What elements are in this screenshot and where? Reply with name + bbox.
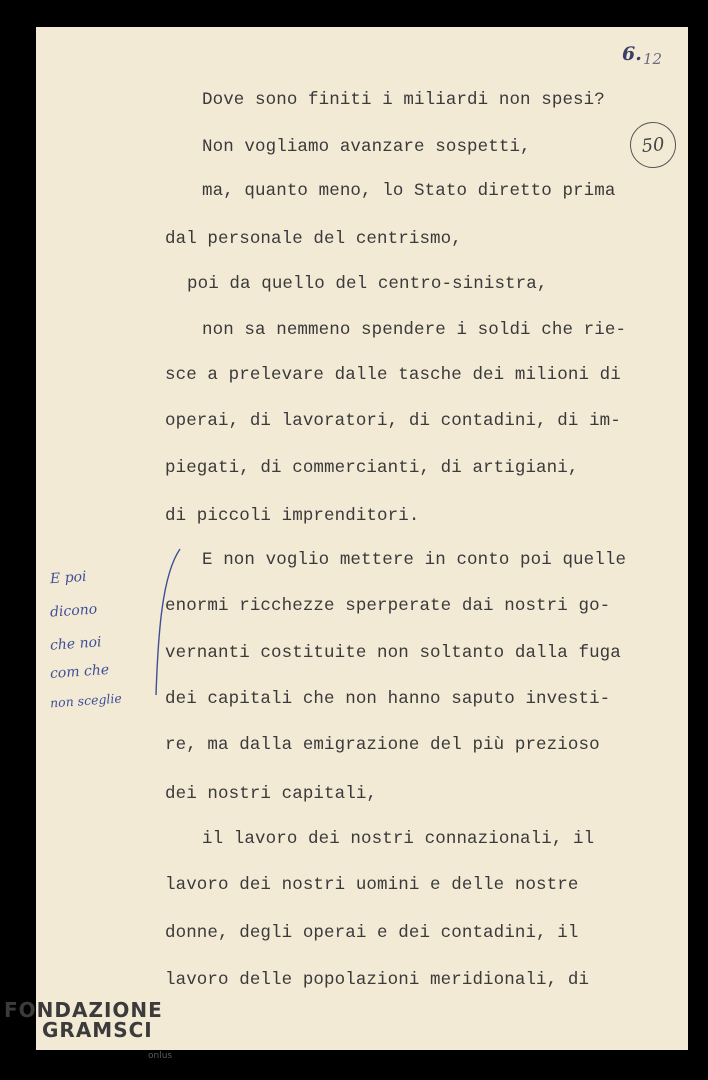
typed-line: Dove sono finiti i miliardi non spesi?	[202, 90, 605, 110]
typed-line: dei capitali che non hanno saputo investi-	[165, 689, 611, 709]
typed-line: enormi ricchezze sperperate dai nostri go-	[165, 596, 611, 616]
fondazione-gramsci-watermark	[4, 998, 173, 1061]
typed-line: non sa nemmeno spendere i soldi che rie-	[202, 320, 627, 340]
watermark-line1: FONDAZIONE	[4, 998, 163, 1022]
typed-line: piegati, di commercianti, di artigiani,	[165, 458, 579, 478]
watermark-line2: GRAMSCI	[42, 1018, 153, 1043]
typed-line: E non voglio mettere in conto poi quelle	[202, 550, 627, 570]
margin-bracket	[150, 545, 190, 705]
margin-note-line: non sceglie	[49, 690, 123, 711]
typed-line: Non vogliamo avanzare sospetti,	[202, 137, 531, 157]
circled-page-number: 50	[628, 120, 679, 171]
typed-line: ma, quanto meno, lo Stato diretto prima	[202, 181, 616, 201]
typed-line: di piccoli imprenditori.	[165, 506, 420, 526]
watermark-suffix: onlus	[148, 1051, 173, 1061]
folio-sub-number: 12	[643, 50, 663, 68]
margin-note-line: dicono	[49, 601, 98, 621]
typed-line: dei nostri capitali,	[165, 784, 378, 804]
typed-line: poi da quello del centro-sinistra,	[187, 274, 548, 294]
typed-line: lavoro delle popolazioni meridionali, di	[165, 970, 590, 990]
typed-line: lavoro dei nostri uomini e delle nostre	[165, 875, 579, 895]
typed-line: donne, degli operai e dei contadini, il	[165, 923, 579, 943]
typed-line: vernanti costituite non soltanto dalla fuga	[165, 643, 621, 663]
folio-number: 6.	[622, 43, 642, 65]
typed-line: sce a prelevare dalle tasche dei milioni di	[165, 365, 621, 385]
typed-line: il lavoro dei nostri connazionali, il	[202, 829, 595, 849]
margin-note-line: com che	[49, 661, 110, 683]
typed-line: dal personale del centrismo,	[165, 229, 462, 249]
margin-note-line: E poi	[49, 568, 88, 588]
margin-note-line: che noi	[49, 634, 103, 654]
typed-line: re, ma dalla emigrazione del più prezioso	[165, 735, 600, 755]
typed-line: operai, di lavoratori, di contadini, di im-	[165, 411, 621, 431]
